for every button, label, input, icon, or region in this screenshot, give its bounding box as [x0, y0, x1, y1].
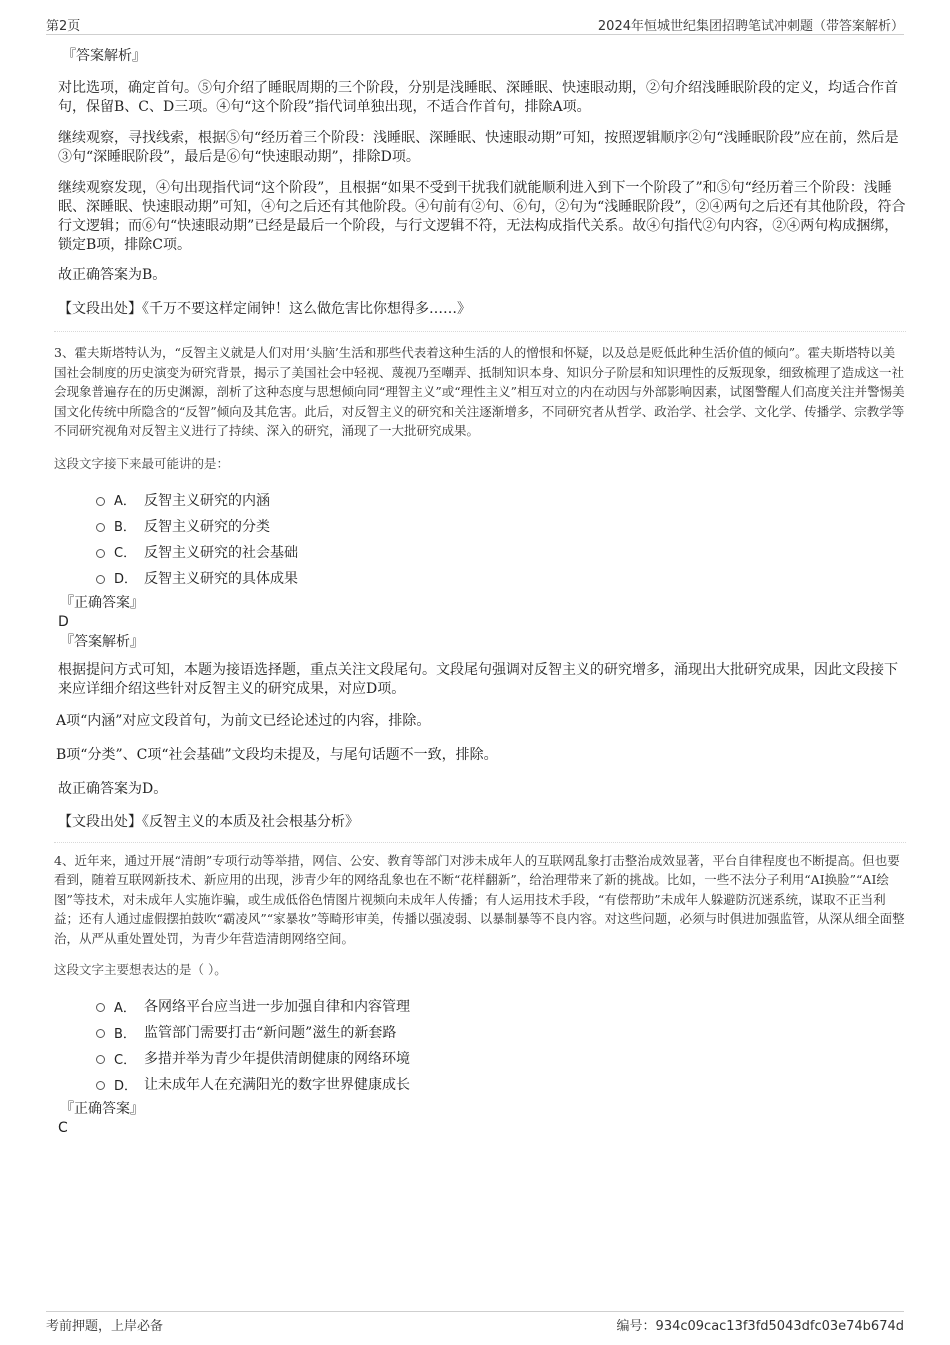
option-letter: B． [114, 1026, 136, 1042]
radio-icon[interactable] [96, 1081, 105, 1090]
q3-stem: 3、霍夫斯塔特认为，“反智主义就是人们对用‘头脑’生活和那些代表着这种生活的人的憎恨和怀疑，以及总是贬低此种生活价值的倾向”。霍夫斯塔特以美国社会制度的历史演变为研究背景，揭示了美国社会中轻视、蔑视乃至嘲弄、抵制知识本身、知识分子阶层和知识理性的反叛现象，细致梳理了造成这一社会现象普遍存在的历史渊源，剖析了这种态度与思想倾向同“理智主义”或“理性主义”相互对立的内在动因与外部影响因素，试图警醒人们高度关注并警惕美国文化传统中所隐含的“反智”倾向及其危害。此后，对反智主义的研究和关注逐渐增多，不同研究者从哲学、政治学、社会学、文化学、传播学、宗教学等不同研究视角对反智主义进行了持续、深入的研究，涌现了一大批研究成果。 [54, 345, 905, 438]
q4-stem: 4、近年来，通过开展“清朗”专项行动等举措，网信、公安、教育等部门对涉未成年人的互联网乱象打击整治成效显著，平台自律程度也不断提高。但也要看到，随着互联网新技术、新应用的出现，涉青少年的网络乱象也在不断“花样翻新”，给治理带来了新的挑战。比如，一些不法分子利用“AI换脸”“AI绘图”等技术，对未成年人实施诈骗，或生成低俗色情图片视频向未成年人传播；有人运用技术手段，“有偿帮助”未成年人躲避防沉迷系统，谋取不正当利益；还有人通过虚假摆拍鼓吹“霸凌风”“家暴妆”等畸形审美，传播以强凌弱、以暴制暴等不良内容。对这些问题，必须与时俱进加强监管，从深从细全面整治，从严从重处置处罚，为青少年营造清朗网络空间。 [54, 852, 905, 946]
q2-analysis-paragraph: 继续观察，寻找线索，根据⑤句“经历着三个阶段：浅睡眠、深睡眠、快速眼动期”可知，按照逻辑顺序②句“浅睡眠阶段”应在前，然后是③句“深睡眠阶段”，最后是⑥句“快速眼动期”，排除D项。 [58, 130, 899, 165]
option-letter: C． [114, 546, 137, 561]
radio-icon[interactable] [96, 497, 105, 506]
q2-source: 【文段出处】《千万不要这样定闹钟！这么做危害比你想得多……》 [58, 301, 471, 317]
option-text: 各网络平台应当进一步加强自律和内容管理 [144, 999, 410, 1015]
q2-conclusion: 故正确答案为B。 [58, 267, 167, 283]
q3-prompt: 这段文字接下来最可能讲的是： [54, 455, 230, 471]
option-text: 让未成年人在充满阳光的数字世界健康成长 [144, 1077, 410, 1093]
q3-source: 【文段出处】《反智主义的本质及社会根基分析》 [58, 813, 359, 830]
q3-analysis-paragraph: 根据提问方式可知，本题为接语选择题，重点关注文段尾句。文段尾句强调对反智主义的研究增多，涌现出大批研究成果，因此文段接下来应详细介绍这些针对反智主义的研究成果，对应D项。 [58, 661, 898, 697]
question-divider [54, 331, 906, 332]
option-letter: A． [114, 1000, 136, 1016]
q4-option-d[interactable] [96, 1071, 906, 1097]
document-content [54, 46, 906, 1137]
q4-option-a[interactable] [96, 993, 906, 1019]
q3-options [58, 487, 906, 591]
q3-option-b[interactable] [96, 513, 906, 539]
footer-slogan: 考前押题，上岸必备 [46, 1319, 164, 1334]
option-text: 多措并举为青少年提供清朗健康的网络环境 [144, 1051, 410, 1067]
option-letter: D． [114, 572, 138, 587]
q3-analysis-paragraph: A项“内涵”对应文段首句，为前文已经论述过的内容，排除。 [56, 712, 431, 729]
page-number: 第2页 [46, 19, 81, 34]
q4-prompt: 这段文字主要想表达的是（ ）。 [54, 962, 227, 977]
option-letter: C． [114, 1052, 137, 1068]
option-text: 反智主义研究的社会基础 [144, 544, 298, 561]
radio-icon[interactable] [96, 523, 105, 532]
option-text: 反智主义研究的分类 [144, 518, 270, 535]
q3-answer-label: 『正确答案』 [60, 594, 144, 611]
page-footer [46, 1311, 904, 1336]
document-title: 2024年恒城世纪集团招聘笔试冲刺题（带答案解析） [597, 19, 904, 34]
option-letter: B． [114, 520, 136, 535]
q4-answer-label: 『正确答案』 [60, 1101, 144, 1117]
q4-option-c[interactable] [96, 1045, 906, 1071]
q2-analysis-label: 『答案解析』 [62, 48, 146, 64]
q3-answer: D [58, 613, 69, 630]
radio-icon[interactable] [96, 1003, 105, 1012]
q2-analysis-paragraph: 继续观察发现，④句出现指代词“这个阶段”，且根据“如果不受到干扰我们就能顺利进入到下一个阶段了”和⑤句“经历着三个阶段：浅睡眠、深睡眠、快速眼动期”可知，④句之后还有其他阶段。④句前有②句、⑥句，②句为“浅睡眠阶段”，②④两句之后还有其他阶段，符合行文逻辑；而⑥句“快速眼动期”已经是最后一个阶段，与行文逻辑不符，无法构成指代关系。故④句指代②句内容，②④两句构成捆绑，锁定B项，排除C项。 [58, 180, 906, 253]
question-divider [54, 842, 906, 843]
radio-icon[interactable] [96, 1029, 105, 1038]
radio-icon[interactable] [96, 575, 105, 584]
q3-analysis-paragraph: B项“分类”、C项“社会基础”文段均未提及，与尾句话题不一致，排除。 [56, 746, 498, 763]
radio-icon[interactable] [96, 1055, 105, 1064]
option-letter: D． [114, 1078, 138, 1094]
option-text: 监管部门需要打击“新问题”滋生的新套路 [144, 1025, 397, 1041]
q3-conclusion: 故正确答案为D。 [58, 780, 168, 797]
q2-analysis-paragraph: 对比选项，确定首句。⑤句介绍了睡眠周期的三个阶段，分别是浅睡眠、深睡眠、快速眼动期，②句介绍浅睡眠阶段的定义，均适合作首句，保留B、C、D三项。④句“这个阶段”指代词单独出现，不适合作首句，排除A项。 [58, 80, 898, 115]
q3-option-a[interactable] [96, 487, 906, 513]
option-text: 反智主义研究的具体成果 [144, 570, 298, 587]
q3-option-c[interactable] [96, 539, 906, 565]
q4-option-b[interactable] [96, 1019, 906, 1045]
radio-icon[interactable] [96, 549, 105, 558]
option-text: 反智主义研究的内涵 [144, 492, 270, 509]
page-header [46, 12, 904, 35]
q3-option-d[interactable] [96, 565, 906, 591]
q4-options [58, 993, 906, 1097]
q4-answer: C [58, 1120, 68, 1136]
option-letter: A． [114, 494, 136, 509]
document-code: 编号：934c09cac13f3fd5043dfc03e74b674d [616, 1319, 904, 1334]
q3-analysis-label: 『答案解析』 [60, 633, 144, 650]
